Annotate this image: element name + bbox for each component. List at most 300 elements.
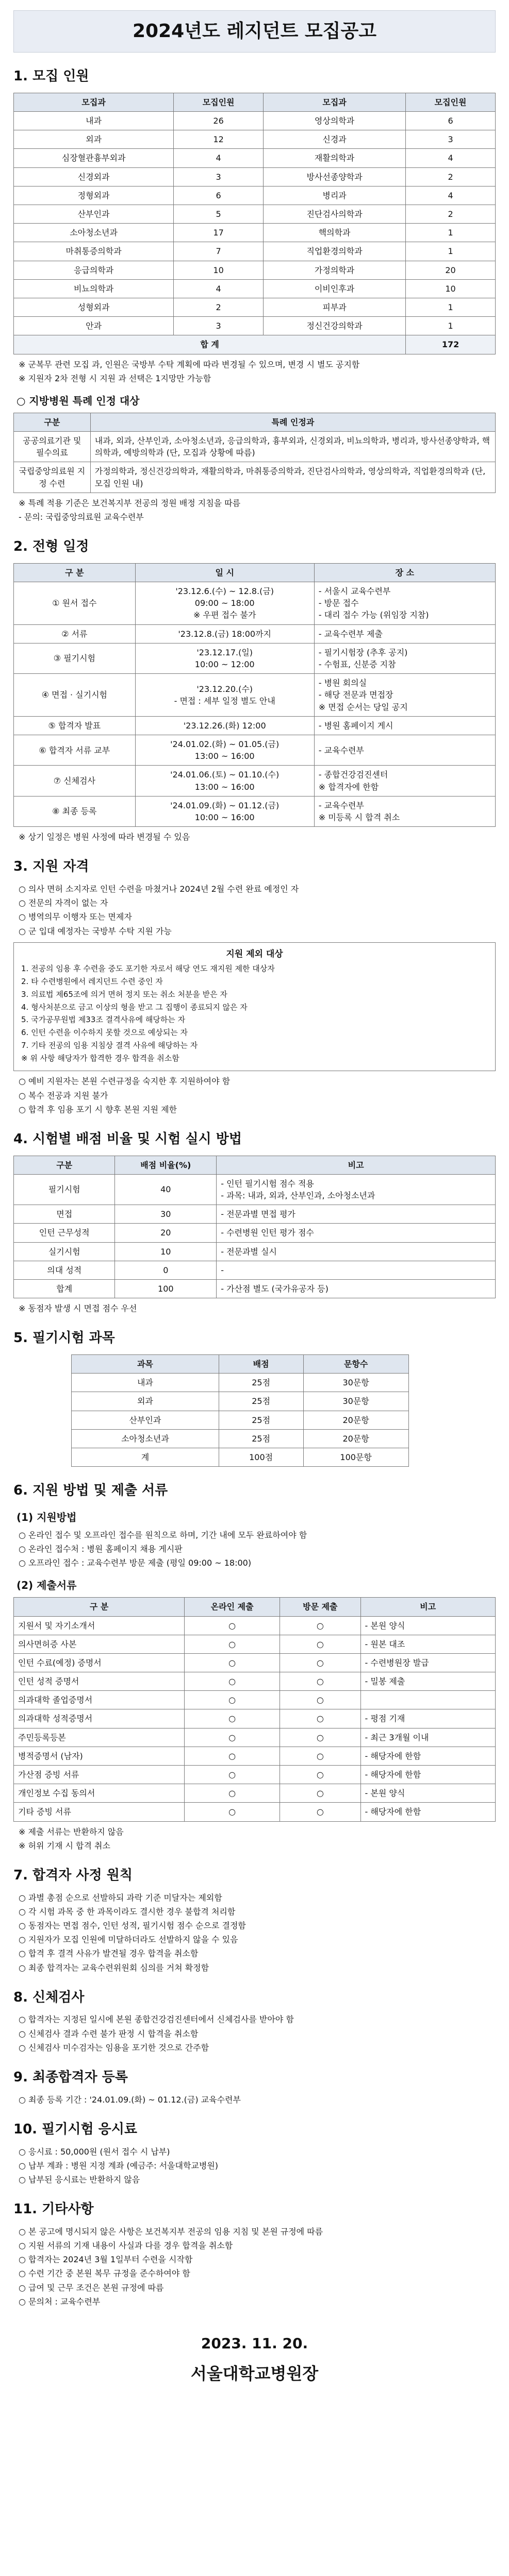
- table-cell: ○: [185, 1784, 280, 1803]
- table-row: [14, 1205, 496, 1224]
- table-row: [14, 1279, 496, 1298]
- list-item: - 문의: 국립중앙의료원 교육수련부: [19, 512, 144, 522]
- table-cell: 산부인과: [72, 1411, 219, 1429]
- list-item: ○ 합격자는 지정된 일시에 본원 종합건강검진센터에서 신체검사를 받아야 함: [19, 2014, 294, 2025]
- table-cell: - 교육수련부 ※ 미등록 시 합격 취소: [314, 796, 495, 826]
- table-cell: 병리과: [264, 186, 406, 205]
- column-header: 배점 비율(%): [115, 1156, 217, 1174]
- table-cell: 성형외과: [14, 298, 174, 316]
- table-cell: ○: [185, 1653, 280, 1672]
- table-cell: 병적증명서 (남자): [14, 1747, 185, 1765]
- weight-notes: [13, 1302, 496, 1314]
- table-row: [72, 1411, 409, 1429]
- table-cell: ③ 필기시험: [14, 643, 136, 673]
- table-cell: 면접: [14, 1205, 115, 1224]
- table-row: [14, 1653, 496, 1672]
- list-item: ○ 병역의무 이행자 또는 면제자: [19, 912, 132, 922]
- table-cell: 피부과: [264, 298, 406, 316]
- table-cell: ○: [280, 1784, 360, 1803]
- exclusion-box-title: 지원 제외 대상: [226, 948, 283, 959]
- table-cell: 1: [406, 298, 496, 316]
- table-cell: ○: [185, 1709, 280, 1728]
- table-cell: 안과: [14, 317, 174, 335]
- table-cell: 외과: [72, 1392, 219, 1411]
- table-cell: 마취통증의학과: [14, 242, 174, 261]
- issuing-organization: 서울대학교병원장: [190, 2363, 319, 2383]
- table-cell: 소아청소년과: [72, 1429, 219, 1448]
- table-cell: ⑤ 합격자 발표: [14, 716, 136, 735]
- table-cell: 20: [406, 261, 496, 279]
- table-cell: 신경외과: [14, 167, 174, 186]
- table-row: [14, 643, 496, 673]
- table-cell: - 본원 양식: [360, 1616, 496, 1635]
- table-row: [14, 674, 496, 717]
- table-cell: 20: [115, 1224, 217, 1242]
- table-row: [72, 1429, 409, 1448]
- table-cell: 직업환경의학과: [264, 242, 406, 261]
- table-row: [14, 224, 496, 242]
- table-row: [14, 1766, 496, 1784]
- table-cell: ○: [280, 1803, 360, 1821]
- table-cell: 의대 성적: [14, 1261, 115, 1279]
- table-cell: ⑦ 신체검사: [14, 766, 136, 796]
- list-item: ○ 온라인 접수 및 오프라인 접수를 원칙으로 하며, 기간 내에 모두 완료하여야 함: [19, 1530, 307, 1540]
- table-cell: 실기시험: [14, 1242, 115, 1261]
- table-row: [14, 716, 496, 735]
- list-item: ○ 전문의 자격이 없는 자: [19, 898, 108, 908]
- table-cell: 내과: [72, 1374, 219, 1392]
- table-cell: '24.01.09.(화) ~ 01.12.(금) 10:00 ~ 16:00: [135, 796, 314, 826]
- table-cell: 2: [406, 167, 496, 186]
- column-header: 배점: [219, 1354, 303, 1373]
- table-row: [14, 298, 496, 316]
- table-cell: 소아청소년과: [14, 224, 174, 242]
- table-cell: '24.01.06.(토) ~ 01.10.(수) 13:00 ~ 16:00: [135, 766, 314, 796]
- table-cell: 산부인과: [14, 205, 174, 224]
- table-cell: ○: [185, 1766, 280, 1784]
- table-cell: - 밀봉 제출: [360, 1672, 496, 1691]
- list-item: ○ 최종 합격자는 교육수련위원회 심의를 거쳐 확정함: [19, 1962, 209, 1973]
- table-cell: 이비인후과: [264, 279, 406, 298]
- schedule-notes: [13, 831, 496, 843]
- eligibility-list: [13, 883, 496, 937]
- column-header: 구 분: [14, 563, 136, 582]
- table-cell: 합계: [14, 1279, 115, 1298]
- special-case-table: [13, 413, 496, 493]
- table-row: [14, 167, 496, 186]
- recruit-notes: [13, 359, 496, 384]
- table-row: [72, 1392, 409, 1411]
- documents-notes: [13, 1826, 496, 1852]
- table-cell: ○: [185, 1747, 280, 1765]
- table-cell: 6: [174, 186, 264, 205]
- table-cell: ○: [280, 1709, 360, 1728]
- table-row: [14, 130, 496, 149]
- table-row: [72, 1374, 409, 1392]
- table-cell: 20문항: [303, 1429, 408, 1448]
- table-row: [14, 1747, 496, 1765]
- table-row: [14, 279, 496, 298]
- selection-rules-list: [13, 1892, 496, 1974]
- list-item: ※ 특례 적용 기준은 보건복지부 전공의 정원 배정 지침을 따름: [19, 498, 241, 508]
- section-1-title: 1. 모집 인원: [13, 69, 89, 84]
- table-cell: ○: [185, 1616, 280, 1635]
- table-cell: 6: [406, 112, 496, 130]
- exclusion-line: 5. 국가공무원법 제33조 결격사유에 해당하는 자: [21, 1015, 186, 1025]
- exclusion-line: 7. 기타 전공의 임용 지침상 결격 사유에 해당하는 자: [21, 1040, 198, 1050]
- table-row: [14, 1691, 496, 1709]
- list-item: ○ 온라인 접수처 : 병원 홈페이지 채용 게시판: [19, 1544, 183, 1554]
- column-header: 비고: [360, 1598, 496, 1616]
- table-cell: 7: [174, 242, 264, 261]
- table-cell: 40: [115, 1174, 217, 1205]
- table-cell: 25점: [219, 1392, 303, 1411]
- table-row: [14, 186, 496, 205]
- table-cell: [360, 1691, 496, 1709]
- table-row: [14, 1224, 496, 1242]
- section-9-title: 9. 최종합격자 등록: [13, 2070, 128, 2086]
- list-item: ○ 복수 전공과 지원 불가: [19, 1090, 108, 1100]
- table-cell: 2: [406, 205, 496, 224]
- table-row: [14, 317, 496, 335]
- table-cell: 3: [406, 130, 496, 149]
- list-item: ○ 예비 지원자는 본원 수련규정을 숙지한 후 지원하여야 함: [19, 1076, 231, 1087]
- table-cell: 인턴 수료(예정) 증명서: [14, 1653, 185, 1672]
- list-item: ※ 상기 일정은 병원 사정에 따라 변경될 수 있음: [19, 832, 190, 842]
- table-cell: - 교육수련부: [314, 735, 495, 765]
- list-item: ※ 제출 서류는 반환하지 않음: [19, 1826, 124, 1837]
- apply-method-list: [13, 1529, 496, 1569]
- table-row: [14, 1174, 496, 1205]
- table-cell: 인턴 근무성적: [14, 1224, 115, 1242]
- exclusion-line: 6. 인턴 수련을 이수하지 못할 것으로 예상되는 자: [21, 1028, 188, 1038]
- table-cell: 4: [174, 149, 264, 167]
- list-item: ○ 신체검사 결과 수련 불가 판정 시 합격을 취소함: [19, 2028, 199, 2039]
- list-item: ○ 납부 계좌 : 병원 지정 계좌 (예금주: 서울대학교병원): [19, 2160, 219, 2171]
- table-cell: 방사선종양학과: [264, 167, 406, 186]
- table-cell: - 해당자에 한함: [360, 1803, 496, 1821]
- sum-label: 합 계: [14, 335, 406, 354]
- table-cell: 외과: [14, 130, 174, 149]
- table-cell: 정신건강의학과: [264, 317, 406, 335]
- column-header: 모집과: [14, 93, 174, 111]
- list-item: ○ 지원 서류의 기재 내용이 사실과 다를 경우 합격을 취소함: [19, 2241, 233, 2251]
- table-cell: '23.12.8.(금) 18:00까지: [135, 624, 314, 643]
- table-row: [14, 149, 496, 167]
- table-cell: 30문항: [303, 1374, 408, 1392]
- table-cell: - 인턴 필기시험 점수 적용 - 과목: 내과, 외과, 산부인과, 소아청소년과: [217, 1174, 496, 1205]
- table-cell: 10: [406, 279, 496, 298]
- table-cell: 가정의학과, 정신건강의학과, 재활의학과, 마취통증의학과, 진단검사의학과, 영상의학과, 직업환경의학과 (단, 모집 인원 내): [90, 462, 495, 493]
- table-cell: 4: [406, 186, 496, 205]
- table-row: [14, 462, 496, 493]
- table-cell: ⑧ 최종 등록: [14, 796, 136, 826]
- table-cell: ○: [185, 1728, 280, 1747]
- table-cell: 4: [406, 149, 496, 167]
- table-cell: 3: [174, 317, 264, 335]
- table-cell: ○: [185, 1635, 280, 1653]
- column-header: 과목: [72, 1354, 219, 1373]
- table-cell: 내과, 외과, 산부인과, 소아청소년과, 응급의학과, 흉부외과, 신경외과, 비뇨의학과, 병리과, 방사선종양학과, 핵의학과, 예방의학과 (단, 모집과 상황에 따름): [90, 432, 495, 462]
- list-item: ○ 수련 기간 중 본원 복무 규정을 준수하여야 함: [19, 2268, 190, 2279]
- table-cell: - 서울시 교육수련부 - 방문 접수 - 대리 접수 가능 (위임장 지참): [314, 582, 495, 625]
- misc-list: [13, 2226, 496, 2308]
- table-cell: 주민등록등본: [14, 1728, 185, 1747]
- table-cell: - 수련병원장 발급: [360, 1653, 496, 1672]
- table-cell: 핵의학과: [264, 224, 406, 242]
- section-6-title: 6. 지원 방법 및 제출 서류: [13, 1483, 168, 1499]
- table-cell: 1: [406, 317, 496, 335]
- column-header: 장 소: [314, 563, 495, 582]
- table-row: [14, 1784, 496, 1803]
- table-cell: '23.12.20.(수) - 면접 : 세부 일정 별도 안내: [135, 674, 314, 717]
- table-cell: 100문항: [303, 1448, 408, 1466]
- table-cell: 공공의료기관 및 필수의료: [14, 432, 91, 462]
- special-case-title: ○ 지방병원 특례 인정 대상: [17, 394, 140, 407]
- table-row: [14, 582, 496, 625]
- table-cell: ④ 면접 · 실기시험: [14, 674, 136, 717]
- table-row: [14, 735, 496, 765]
- column-header: 특례 인정과: [90, 413, 495, 431]
- document-title: 2024년도 레지던트 모집공고: [13, 10, 496, 53]
- list-item: ○ 최종 등록 기간 : '24.01.09.(화) ~ 01.12.(금) 교육수련부: [19, 2094, 241, 2105]
- section-8-title: 8. 신체검사: [13, 1989, 85, 2005]
- table-cell: - 필기시험장 (추후 공지) - 수험표, 신분증 지참: [314, 643, 495, 673]
- list-item: ○ 각 시험 과목 중 한 과목이라도 결시한 경우 불합격 처리함: [19, 1906, 236, 1917]
- table-cell: - 해당자에 한함: [360, 1747, 496, 1765]
- section-5-title: 5. 필기시험 과목: [13, 1330, 115, 1346]
- table-cell: - 전문과별 면접 평가: [217, 1205, 496, 1224]
- physical-exam-list: [13, 2013, 496, 2054]
- table-cell: 30: [115, 1205, 217, 1224]
- section-10-title: 10. 필기시험 응시료: [13, 2121, 137, 2137]
- written-exam-table: [71, 1354, 409, 1467]
- recruit-table: [13, 93, 496, 354]
- table-cell: - 원본 대조: [360, 1635, 496, 1653]
- table-cell: 응급의학과: [14, 261, 174, 279]
- table-cell: 20문항: [303, 1411, 408, 1429]
- eligibility-list-2: [13, 1075, 496, 1115]
- table-row: [14, 1261, 496, 1279]
- list-item: ○ 동점자는 면접 점수, 인턴 성적, 필기시험 점수 순으로 결정함: [19, 1921, 246, 1931]
- table-cell: 100: [115, 1279, 217, 1298]
- list-item: ○ 군 입대 예정자는 국방부 수탁 지원 가능: [19, 926, 172, 936]
- table-cell: 17: [174, 224, 264, 242]
- fee-list: [13, 2146, 496, 2186]
- table-row: [14, 1616, 496, 1635]
- section-7-title: 7. 합격자 사정 원칙: [13, 1867, 133, 1883]
- table-cell: ○: [280, 1616, 360, 1635]
- table-cell: - 본원 양식: [360, 1784, 496, 1803]
- list-item: ○ 본 공고에 명시되지 않은 사항은 보건복지부 전공의 임용 지침 및 본원 규정에 따름: [19, 2226, 323, 2236]
- table-cell: 내과: [14, 112, 174, 130]
- table-cell: 5: [174, 205, 264, 224]
- table-cell: - 병원 회의실 - 해당 전문과 면접장 ※ 면접 순서는 당일 공지: [314, 674, 495, 717]
- section-11-title: 11. 기타사항: [13, 2201, 94, 2217]
- table-cell: ⑥ 합격자 서류 교부: [14, 735, 136, 765]
- table-cell: 25점: [219, 1429, 303, 1448]
- weight-table: [13, 1156, 496, 1299]
- table-cell: 인턴 성적 증명서: [14, 1672, 185, 1691]
- table-cell: - 수련병원 인턴 평가 점수: [217, 1224, 496, 1242]
- column-header: 모집인원: [174, 93, 264, 111]
- table-cell: 정형외과: [14, 186, 174, 205]
- column-header: 구분: [14, 413, 91, 431]
- column-header: 구 분: [14, 1598, 185, 1616]
- list-item: ※ 지원자 2차 전형 시 지원 과 선택은 1지망만 가능함: [19, 373, 211, 383]
- list-item: ○ 합격자는 2024년 3월 1일부터 수련을 시작함: [19, 2255, 193, 2265]
- table-cell: 1: [406, 224, 496, 242]
- table-cell: 10: [174, 261, 264, 279]
- table-cell: 25점: [219, 1411, 303, 1429]
- table-cell: ○: [280, 1728, 360, 1747]
- section-4-title: 4. 시험별 배점 비율 및 시험 실시 방법: [13, 1131, 242, 1147]
- table-row: [14, 766, 496, 796]
- table-cell: 기타 증빙 서류: [14, 1803, 185, 1821]
- list-item: ○ 지원자가 모집 인원에 미달하더라도 선발하지 않을 수 있음: [19, 1935, 238, 1945]
- list-item: ○ 합격 후 결격 사유가 발견될 경우 합격을 취소함: [19, 1948, 199, 1959]
- table-cell: 계: [72, 1448, 219, 1466]
- table-cell: - 평점 기재: [360, 1709, 496, 1728]
- column-header: 온라인 제출: [185, 1598, 280, 1616]
- table-cell: 진단검사의학과: [264, 205, 406, 224]
- table-cell: 25점: [219, 1374, 303, 1392]
- list-item: ○ 문의처 : 교육수련부: [19, 2296, 101, 2307]
- sum-row: [14, 335, 496, 354]
- table-cell: ○: [185, 1672, 280, 1691]
- table-cell: -: [217, 1261, 496, 1279]
- table-cell: 26: [174, 112, 264, 130]
- column-header: 방문 제출: [280, 1598, 360, 1616]
- list-item: ○ 합격 후 임용 포기 시 향후 본원 지원 제한: [19, 1104, 177, 1114]
- column-header: 일 시: [135, 563, 314, 582]
- table-cell: - 해당자에 한함: [360, 1766, 496, 1784]
- table-cell: 100점: [219, 1448, 303, 1466]
- table-cell: 필기시험: [14, 1174, 115, 1205]
- apply-method-title: (1) 지원방법: [17, 1511, 77, 1523]
- table-cell: ○: [185, 1691, 280, 1709]
- list-item: ○ 신체검사 미수검자는 임용을 포기한 것으로 간주함: [19, 2042, 209, 2053]
- table-row: [14, 624, 496, 643]
- table-cell: 가산점 증빙 서류: [14, 1766, 185, 1784]
- exclusion-line: 2. 타 수련병원에서 레지던트 수련 중인 자: [21, 977, 163, 987]
- list-item: ○ 의사 면허 소지자로 인턴 수련을 마쳤거나 2024년 2월 수련 완료 예정인 자: [19, 884, 299, 894]
- list-item: ○ 오프라인 접수 : 교육수련부 방문 제출 (평일 09:00 ~ 18:00): [19, 1558, 252, 1568]
- table-cell: '23.12.17.(일) 10:00 ~ 12:00: [135, 643, 314, 673]
- table-row: [14, 261, 496, 279]
- table-cell: ○: [280, 1747, 360, 1765]
- table-row: [14, 205, 496, 224]
- table-cell: 비뇨의학과: [14, 279, 174, 298]
- table-cell: 1: [406, 242, 496, 261]
- table-row: [14, 1242, 496, 1261]
- documents-title: (2) 제출서류: [17, 1579, 77, 1592]
- column-header: 비고: [217, 1156, 496, 1174]
- table-cell: - 종합건강검진센터 ※ 합격자에 한함: [314, 766, 495, 796]
- table-cell: '23.12.26.(화) 12:00: [135, 716, 314, 735]
- table-cell: 지원서 및 자기소개서: [14, 1616, 185, 1635]
- table-row: [14, 242, 496, 261]
- table-row: [14, 1672, 496, 1691]
- documents-table: [13, 1597, 496, 1821]
- list-item: ○ 납부된 응시료는 반환하지 않음: [19, 2174, 140, 2184]
- list-item: ※ 동점자 발생 시 면접 점수 우선: [19, 1303, 137, 1314]
- column-header: 모집과: [264, 93, 406, 111]
- table-cell: 재활의학과: [264, 149, 406, 167]
- list-item: ○ 응시료 : 50,000원 (원서 접수 시 납부): [19, 2146, 170, 2157]
- table-cell: 2: [174, 298, 264, 316]
- table-row: [14, 1709, 496, 1728]
- table-cell: ○: [185, 1803, 280, 1821]
- table-cell: 의사면허증 사본: [14, 1635, 185, 1653]
- table-cell: 의과대학 졸업증명서: [14, 1691, 185, 1709]
- table-row: [14, 1803, 496, 1821]
- schedule-table: [13, 563, 496, 827]
- notice-date: 2023. 11. 20.: [201, 2334, 308, 2352]
- table-cell: ○: [280, 1653, 360, 1672]
- table-cell: 영상의학과: [264, 112, 406, 130]
- table-cell: ② 서류: [14, 624, 136, 643]
- table-cell: 개인정보 수집 동의서: [14, 1784, 185, 1803]
- table-cell: ○: [280, 1672, 360, 1691]
- table-cell: 가정의학과: [264, 261, 406, 279]
- registration-list: [13, 2094, 496, 2106]
- sum-value: 172: [406, 335, 496, 354]
- table-cell: - 전문과별 실시: [217, 1242, 496, 1261]
- special-case-notes: [13, 497, 496, 523]
- table-cell: 4: [174, 279, 264, 298]
- section-2-title: 2. 전형 일정: [13, 539, 89, 555]
- exclusion-box: [13, 942, 496, 1072]
- exclusion-line: 3. 의료법 제65조에 의거 면허 정지 또는 취소 처분을 받은 자: [21, 989, 227, 999]
- table-cell: - 가산점 별도 (국가유공자 등): [217, 1279, 496, 1298]
- table-cell: 30문항: [303, 1392, 408, 1411]
- table-cell: ○: [280, 1766, 360, 1784]
- list-item: ○ 과별 총점 순으로 선발하되 과락 기준 미달자는 제외함: [19, 1892, 222, 1903]
- column-header: 모집인원: [406, 93, 496, 111]
- table-cell: 국립중앙의료원 지정 수련: [14, 462, 91, 493]
- section-3-title: 3. 지원 자격: [13, 859, 89, 875]
- table-cell: 신경과: [264, 130, 406, 149]
- table-cell: - 교육수련부 제출: [314, 624, 495, 643]
- table-cell: 심장혈관흉부외과: [14, 149, 174, 167]
- table-cell: '24.01.02.(화) ~ 01.05.(금) 13:00 ~ 16:00: [135, 735, 314, 765]
- table-cell: 12: [174, 130, 264, 149]
- table-cell: 0: [115, 1261, 217, 1279]
- table-cell: 의과대학 성적증명서: [14, 1709, 185, 1728]
- table-cell: ○: [280, 1635, 360, 1653]
- table-cell: ○: [280, 1691, 360, 1709]
- column-header: 문항수: [303, 1354, 408, 1373]
- table-cell: '23.12.6.(수) ~ 12.8.(금) 09:00 ~ 18:00 ※ 우편 접수 불가: [135, 582, 314, 625]
- table-row: [14, 796, 496, 826]
- exclusion-line: 4. 형사처분으로 금고 이상의 형을 받고 그 집행이 종료되지 않은 자: [21, 1002, 248, 1012]
- table-row: [14, 1635, 496, 1653]
- table-cell: ① 원서 접수: [14, 582, 136, 625]
- table-row: [14, 1728, 496, 1747]
- list-item: ※ 군복무 관련 모집 과, 인원은 국방부 수탁 계획에 따라 변경될 수 있으며, 변경 시 별도 공지함: [19, 359, 360, 369]
- table-cell: 10: [115, 1242, 217, 1261]
- column-header: 구분: [14, 1156, 115, 1174]
- list-item: ○ 급여 및 근무 조건은 본원 규정에 따름: [19, 2282, 164, 2293]
- table-row: [14, 432, 496, 462]
- exclusion-line: ※ 위 사항 해당자가 합격한 경우 합격을 취소함: [21, 1053, 179, 1063]
- table-cell: 3: [174, 167, 264, 186]
- table-cell: - 최근 3개월 이내: [360, 1728, 496, 1747]
- table-row: [72, 1448, 409, 1466]
- exclusion-line: 1. 전공의 임용 후 수련을 중도 포기한 자로서 해당 연도 재지원 제한 대상자: [21, 964, 275, 974]
- table-cell: - 병원 홈페이지 게시: [314, 716, 495, 735]
